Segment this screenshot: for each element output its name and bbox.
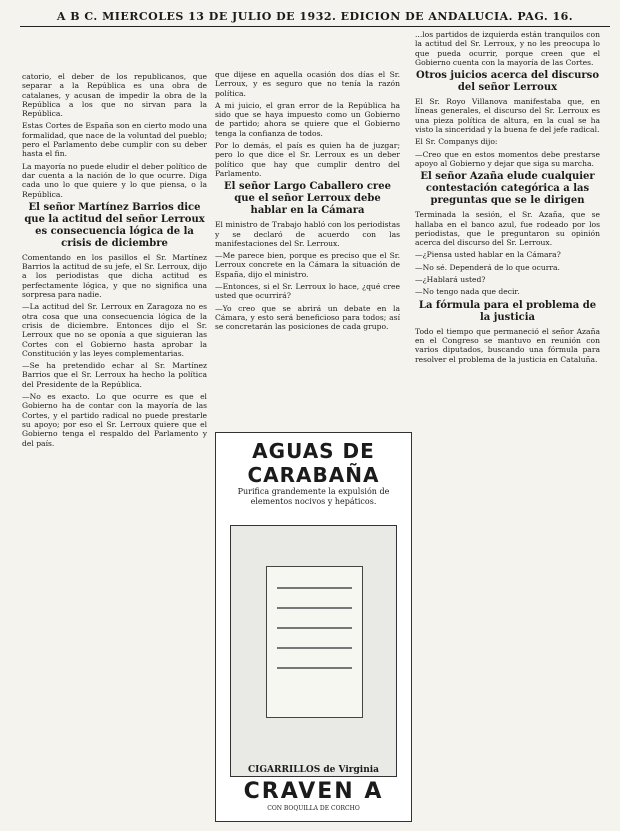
paragraph: —¿Hablará usted? (415, 275, 486, 285)
advertisement (215, 432, 412, 822)
page-header: A B C. MIERCOLES 13 DE JULIO DE 1932. EDICION DE ANDALUCIA. PAG. 16. (56, 10, 574, 23)
paragraph: catorio, el deber de los republicanos, que separar a la República es una obra de catalanes, y acusan de impedir la obra de la República a los que no sirvan para la República. (22, 72, 207, 119)
ad-illustration (230, 525, 397, 777)
cigarette-pack-icon (266, 566, 363, 718)
ad-subtitle: Purifica grandemente la expulsión de elementos nocivos y hepáticos. (237, 487, 390, 506)
paragraph: A mi juicio, el gran error de la República ha sido que se haya impuesto como un Gobierno de partido; ahora se quiere que el Gobierno tenga la confianza de todos. (215, 100, 400, 138)
paragraph: —No es exacto. Lo que ocurre es que el Gobierno ha de contar con la mayoría de las Cortes, y el partido radical no puede prestarle su apoyo; por eso el Sr. Lerroux quiere que el Gobierno tenga el respaldo del Parlamento y del país. (22, 392, 207, 448)
paragraph: —¿Piensa usted hablar en la Cámara? (415, 250, 561, 260)
paragraph: —Yo creo que se abrirá un debate en la Cámara, y esto será beneficioso para todos; así se concretarán las posiciones de cada grupo. (215, 303, 400, 332)
column-1 (22, 72, 207, 821)
column-3 (415, 30, 600, 821)
paragraph: Comentando en los pasillos el Sr. Martínez Barrios la actitud de su jefe, el Sr. Lerroux, dijo a los periodistas que dicha actitud es perfectamente lógica, y que no significa una sorpresa para nadie. (22, 252, 207, 300)
paragraph: El ministro de Trabajo habló con los periodistas y se declaró de acuerdo con las manifestaciones del Sr. Lerroux. (215, 220, 400, 248)
paragraph: Terminada la sesión, el Sr. Azaña, que se hallaba en el banco azul, fue rodeado por los periodistas, que le preguntaron su opinión acerca del discurso del Sr. Lerroux. (415, 210, 600, 248)
paragraph: ...los partidos de izquierda están tranquilos con la actitud del Sr. Lerroux, y no les preocupa lo que pueda ocurrir, porque creen que el Gobierno cuenta con la mayoría de las Cortes. (415, 30, 600, 67)
paragraph: —Creo que en estos momentos debe prestarse apoyo al Gobierno y dejar que siga su marcha. (415, 149, 600, 168)
paragraph: Estas Cortes de España son en cierto modo una formalidad, que nace de la voluntad del pueblo; pero el Parlamento debe cumplir con su deber hasta el fin. (22, 121, 207, 159)
headline-largo-caballero: El señor Largo Caballero cree que el señor Lerroux debe hablar en la Cámara (224, 181, 391, 217)
paragraph: —Entonces, si el Sr. Lerroux lo hace, ¿qué cree usted que ocurrirá? (215, 282, 400, 301)
ad-brand: CRAVEN A (243, 779, 384, 804)
paragraph: —Me parece bien, porque es preciso que el Sr. Lerroux concrete en la Cámara la situación de España, dijo el ministro. (215, 251, 400, 279)
ad-cigarettes-label: CIGARRILLOS de Virginia (248, 765, 379, 775)
headline-otros-juicios: Otros juicios acerca del discurso del señor Lerroux (416, 70, 599, 94)
paragraph: —No tengo nada que decir. (415, 287, 520, 297)
paragraph: —No sé. Dependerá de lo que ocurra. (415, 262, 560, 272)
paragraph: —Se ha pretendido echar al Sr. Martínez Barrios que el Sr. Lerroux ha hecho la política del Presidente de la República. (22, 361, 207, 389)
column-2 (215, 70, 400, 430)
paragraph: que dijese en aquella ocasión dos días el Sr. Lerroux, y es seguro que no tenía la razón política. (215, 70, 400, 98)
paragraph: Por lo demás, el país es quien ha de juzgar; pero lo que dice el Sr. Lerroux es un deber político que hay que cumplir dentro del Parlamento. (215, 141, 400, 178)
paragraph: Todo el tiempo que permaneció el señor Azaña en el Congreso se mantuvo en reunión con varios diputados, buscando una fórmula para resolver el problema de la justicia en Cataluña. (415, 326, 600, 364)
paragraph: —La actitud del Sr. Lerroux en Zaragoza no es otra cosa que una consecuencia lógica de la crisis de diciembre. Entonces dijo el Sr. Lerroux que no se oponía a que siguieran las Cortes con el Gobierno hasta aprobar la Constitución y las leyes complementarias. (22, 302, 207, 358)
ad-title: AGUAS DE CARABAÑA (247, 439, 380, 487)
paragraph: La mayoría no puede eludir el deber político de dar cuenta a la nación de lo que ocurre. Diga cada uno lo que quiere y lo que piensa, o la República. (22, 161, 207, 199)
paragraph: El Sr. Companys dijo: (415, 137, 498, 147)
headline-azana: El señor Azaña elude cualquier contestación categórica a las preguntas que se le dirigen (420, 171, 595, 207)
header-rule (20, 26, 610, 27)
headline-martinez-barrios: El señor Martínez Barrios dice que la actitud del señor Lerroux es consecuencia lógica de la crisis de diciembre (24, 201, 205, 249)
headline-justicia: La fórmula para el problema de la justicia (418, 299, 597, 323)
paragraph: El Sr. Royo Villanova manifestaba que, en líneas generales, el discurso del Sr. Lerroux es una pieza política de altura, en la cual se ha visto la sinceridad y la buena fe del jefe radical. (415, 97, 600, 135)
ad-fineprint: CON BOQUILLA DE CORCHO (267, 805, 360, 812)
